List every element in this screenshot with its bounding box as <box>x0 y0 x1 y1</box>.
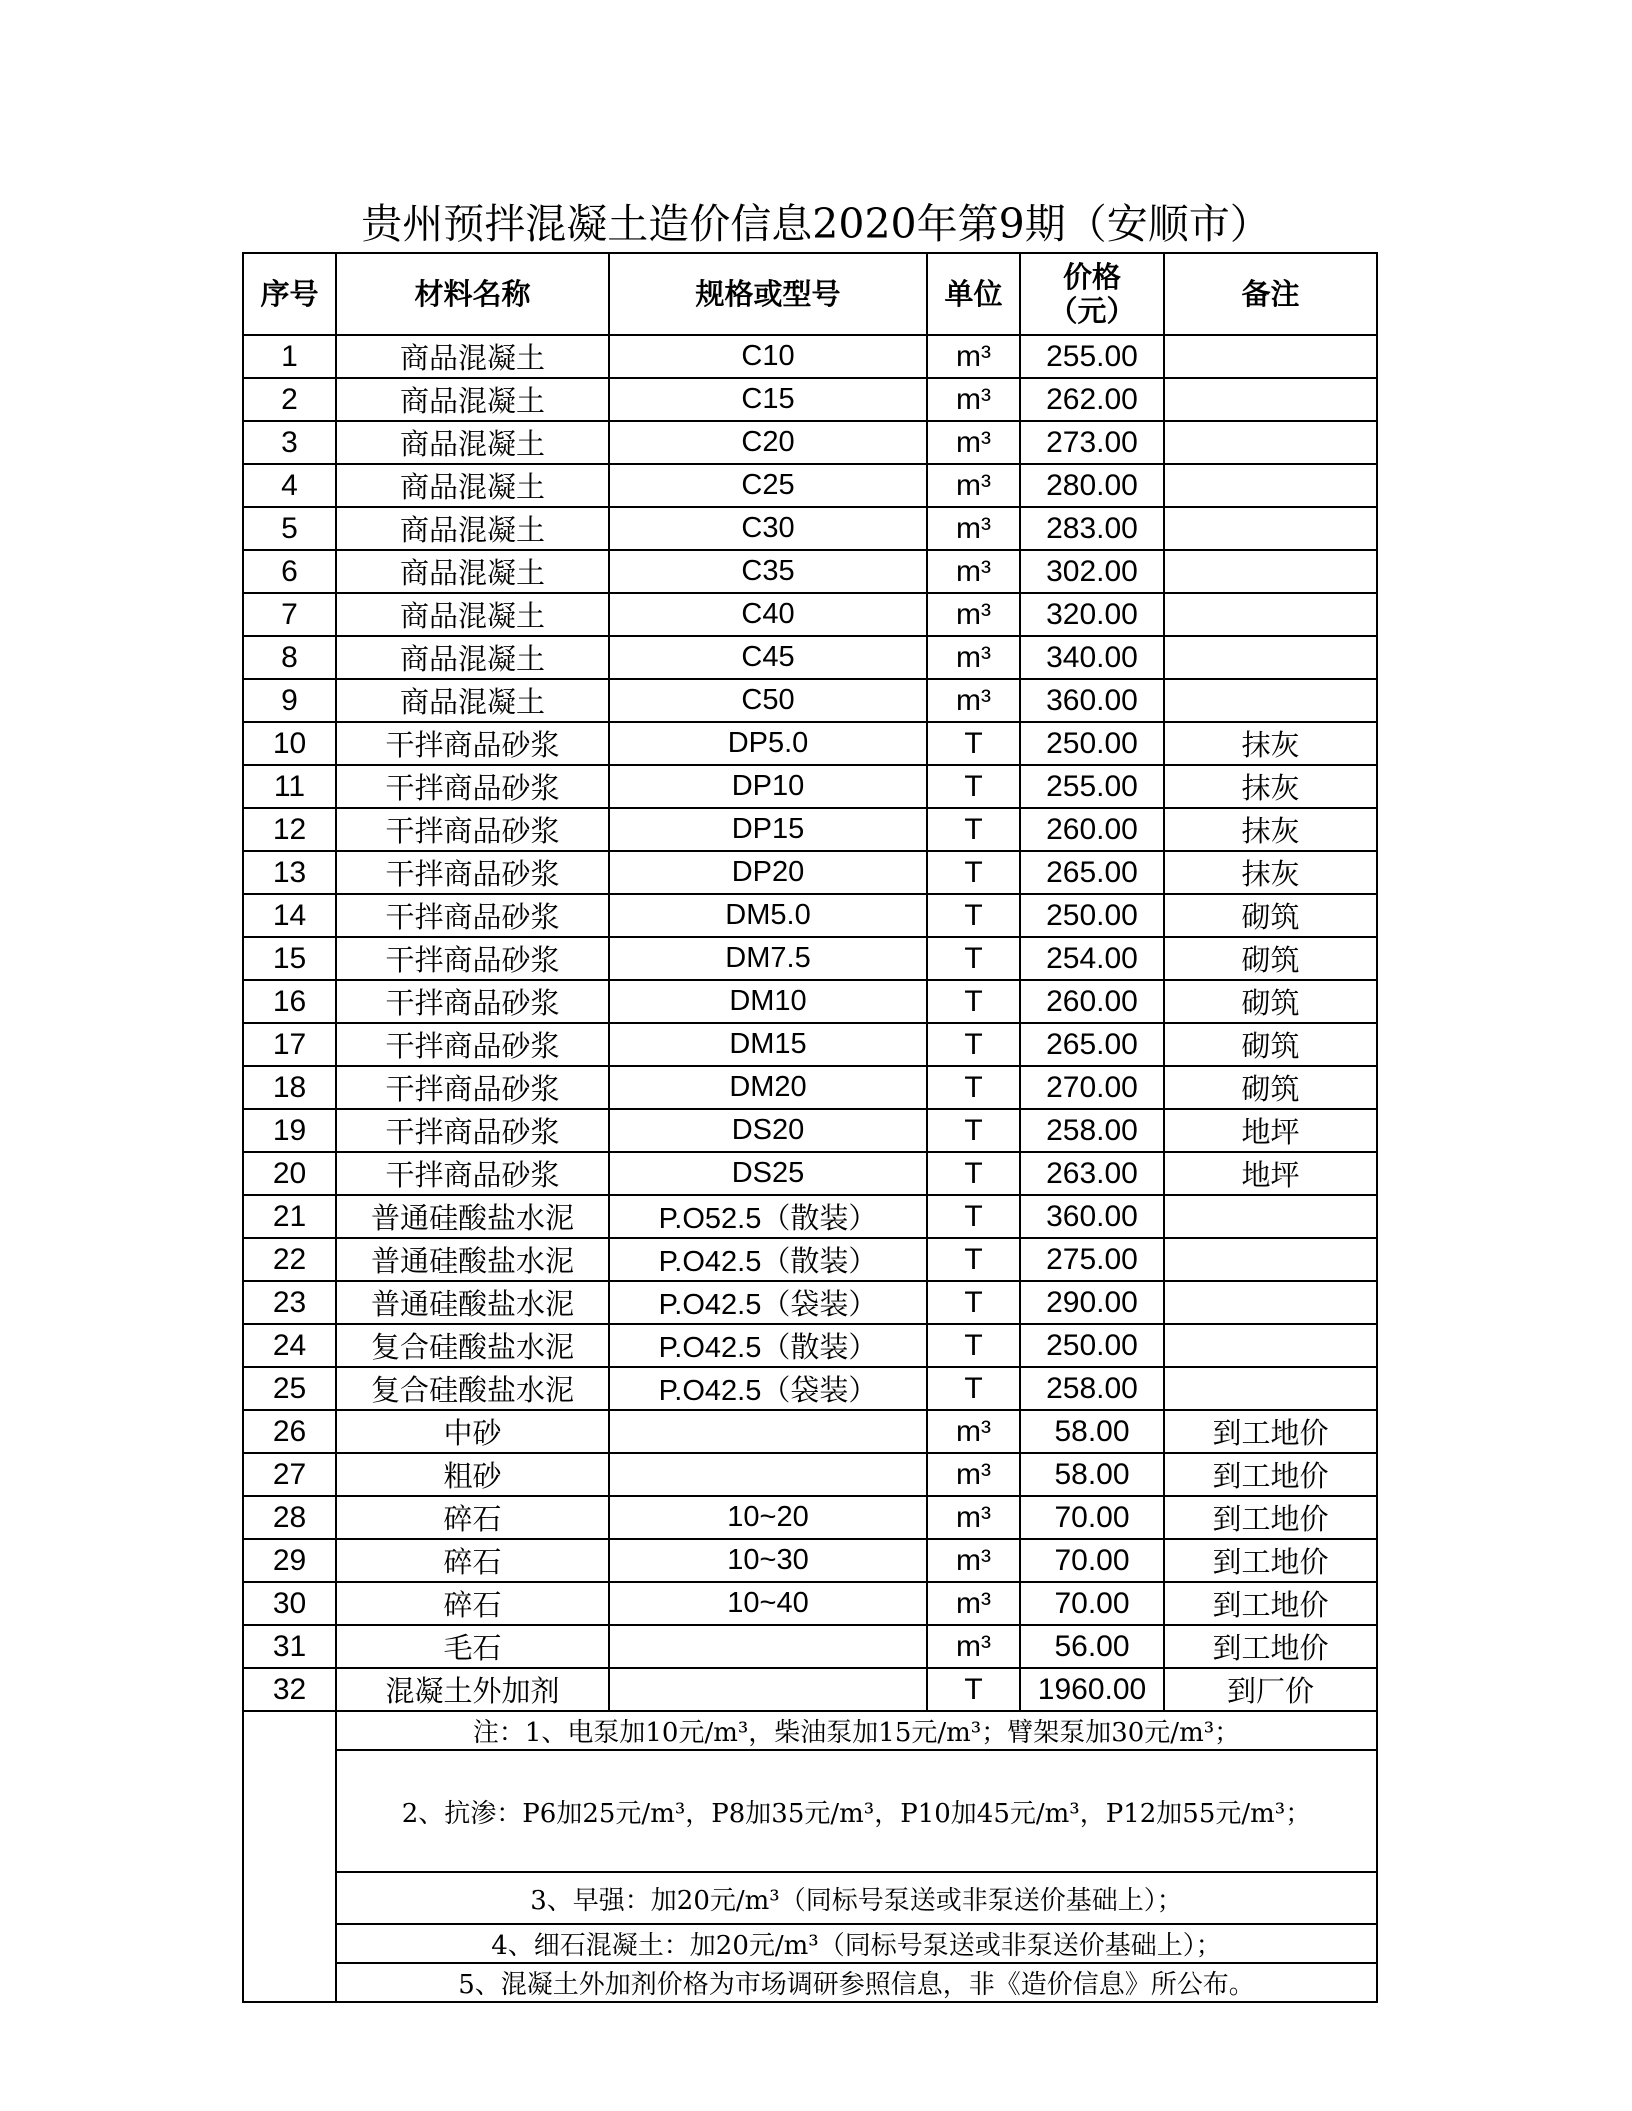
cell-spec <box>609 1625 927 1668</box>
cell-remark <box>1164 1324 1377 1367</box>
cell-price: 258.00 <box>1020 1367 1164 1410</box>
notes-section <box>243 1711 1377 2002</box>
cell-unit: T <box>927 851 1020 894</box>
cell-spec <box>609 1453 927 1496</box>
cell-remark: 到工地价 <box>1164 1496 1377 1539</box>
cell-unit: m³ <box>927 335 1020 378</box>
table-row <box>243 1453 1377 1496</box>
table-row <box>243 1066 1377 1109</box>
cell-unit: m³ <box>927 1539 1020 1582</box>
cell-price: 320.00 <box>1020 593 1164 636</box>
cell-seq: 14 <box>243 894 336 937</box>
cell-seq: 31 <box>243 1625 336 1668</box>
cell-seq: 2 <box>243 378 336 421</box>
table-row <box>243 722 1377 765</box>
cell-remark: 到工地价 <box>1164 1539 1377 1582</box>
table-row <box>243 1152 1377 1195</box>
cell-spec: DM5.0 <box>609 894 927 937</box>
note-row <box>243 1872 1377 1924</box>
cell-unit: T <box>927 894 1020 937</box>
cell-seq: 27 <box>243 1453 336 1496</box>
cell-material-name: 干拌商品砂浆 <box>336 980 609 1023</box>
cell-material-name: 碎石 <box>336 1496 609 1539</box>
cell-spec: P.O52.5（散装） <box>609 1195 927 1238</box>
cell-unit: m³ <box>927 636 1020 679</box>
cell-spec: C35 <box>609 550 927 593</box>
table-row <box>243 550 1377 593</box>
cell-seq: 1 <box>243 335 336 378</box>
cell-unit: T <box>927 722 1020 765</box>
cell-seq: 18 <box>243 1066 336 1109</box>
cell-seq: 17 <box>243 1023 336 1066</box>
cell-price: 1960.00 <box>1020 1668 1164 1711</box>
cell-seq: 4 <box>243 464 336 507</box>
cell-unit: T <box>927 1109 1020 1152</box>
note-5: 5、混凝土外加剂价格为市场调研参照信息，非《造价信息》所公布。 <box>336 1963 1377 2002</box>
cell-price: 302.00 <box>1020 550 1164 593</box>
cell-material-name: 商品混凝土 <box>336 679 609 722</box>
cell-unit: m³ <box>927 1496 1020 1539</box>
table-row <box>243 980 1377 1023</box>
cell-unit: T <box>927 1281 1020 1324</box>
cell-seq: 19 <box>243 1109 336 1152</box>
cell-material-name: 商品混凝土 <box>336 464 609 507</box>
cell-price: 250.00 <box>1020 1324 1164 1367</box>
cell-material-name: 干拌商品砂浆 <box>336 894 609 937</box>
cell-unit: T <box>927 1238 1020 1281</box>
cell-remark <box>1164 1281 1377 1324</box>
cell-price: 258.00 <box>1020 1109 1164 1152</box>
table-row <box>243 1109 1377 1152</box>
cell-material-name: 干拌商品砂浆 <box>336 1066 609 1109</box>
cell-remark: 抹灰 <box>1164 851 1377 894</box>
table-row <box>243 679 1377 722</box>
table-row <box>243 507 1377 550</box>
cell-seq: 7 <box>243 593 336 636</box>
cell-seq: 6 <box>243 550 336 593</box>
header-name: 材料名称 <box>336 253 609 335</box>
table-row <box>243 937 1377 980</box>
cell-price: 263.00 <box>1020 1152 1164 1195</box>
cell-seq: 8 <box>243 636 336 679</box>
table-row <box>243 765 1377 808</box>
cell-price: 275.00 <box>1020 1238 1164 1281</box>
cell-seq: 9 <box>243 679 336 722</box>
cell-material-name: 商品混凝土 <box>336 636 609 679</box>
cell-seq: 16 <box>243 980 336 1023</box>
table-row <box>243 1023 1377 1066</box>
cell-spec <box>609 1668 927 1711</box>
cell-material-name: 商品混凝土 <box>336 550 609 593</box>
cell-price: 58.00 <box>1020 1453 1164 1496</box>
cell-remark: 抹灰 <box>1164 722 1377 765</box>
note-row <box>243 1750 1377 1872</box>
cell-spec: DP10 <box>609 765 927 808</box>
table-row <box>243 1539 1377 1582</box>
cell-price: 260.00 <box>1020 980 1164 1023</box>
table-row <box>243 378 1377 421</box>
cell-spec: 10~40 <box>609 1582 927 1625</box>
cell-spec: C25 <box>609 464 927 507</box>
header-spec: 规格或型号 <box>609 253 927 335</box>
cell-seq: 20 <box>243 1152 336 1195</box>
note-2: 2、抗渗：P6加25元/m³，P8加35元/m³，P10加45元/m³，P12加55元/m³； <box>336 1750 1377 1872</box>
cell-remark <box>1164 550 1377 593</box>
cell-seq: 11 <box>243 765 336 808</box>
cell-spec: P.O42.5（袋装） <box>609 1367 927 1410</box>
cell-seq: 5 <box>243 507 336 550</box>
cell-price: 290.00 <box>1020 1281 1164 1324</box>
cell-price: 70.00 <box>1020 1539 1164 1582</box>
cell-unit: m³ <box>927 1410 1020 1453</box>
cell-spec: 10~30 <box>609 1539 927 1582</box>
cell-unit: T <box>927 1367 1020 1410</box>
cell-unit: m³ <box>927 421 1020 464</box>
cell-remark: 砌筑 <box>1164 1066 1377 1109</box>
cell-remark: 到工地价 <box>1164 1582 1377 1625</box>
cell-price: 250.00 <box>1020 894 1164 937</box>
cell-spec: DP20 <box>609 851 927 894</box>
cell-seq: 22 <box>243 1238 336 1281</box>
cell-remark: 砌筑 <box>1164 1023 1377 1066</box>
table-row <box>243 1324 1377 1367</box>
table-body <box>243 335 1377 1711</box>
cell-material-name: 商品混凝土 <box>336 593 609 636</box>
cell-price: 360.00 <box>1020 679 1164 722</box>
cell-unit: m³ <box>927 507 1020 550</box>
cell-price: 70.00 <box>1020 1582 1164 1625</box>
cell-remark <box>1164 421 1377 464</box>
cell-price: 250.00 <box>1020 722 1164 765</box>
cell-price: 273.00 <box>1020 421 1164 464</box>
cell-price: 360.00 <box>1020 1195 1164 1238</box>
cell-material-name: 普通硅酸盐水泥 <box>336 1238 609 1281</box>
cell-unit: m³ <box>927 1582 1020 1625</box>
cell-price: 255.00 <box>1020 335 1164 378</box>
cell-material-name: 干拌商品砂浆 <box>336 1109 609 1152</box>
table-row <box>243 593 1377 636</box>
cell-seq: 32 <box>243 1668 336 1711</box>
cell-remark: 砌筑 <box>1164 937 1377 980</box>
cell-remark: 地坪 <box>1164 1152 1377 1195</box>
cell-spec: C10 <box>609 335 927 378</box>
cell-material-name: 复合硅酸盐水泥 <box>336 1324 609 1367</box>
cell-material-name: 粗砂 <box>336 1453 609 1496</box>
table-header-row <box>243 253 1377 335</box>
cell-material-name: 商品混凝土 <box>336 421 609 464</box>
cell-spec: DM15 <box>609 1023 927 1066</box>
cell-seq: 24 <box>243 1324 336 1367</box>
note-row <box>243 1924 1377 1963</box>
cell-material-name: 普通硅酸盐水泥 <box>336 1281 609 1324</box>
cell-remark: 砌筑 <box>1164 894 1377 937</box>
cell-unit: m³ <box>927 550 1020 593</box>
cell-spec <box>609 1410 927 1453</box>
notes-left-blank <box>243 1711 336 2002</box>
cell-material-name: 商品混凝土 <box>336 507 609 550</box>
cell-price: 56.00 <box>1020 1625 1164 1668</box>
cell-spec: C50 <box>609 679 927 722</box>
cell-remark: 地坪 <box>1164 1109 1377 1152</box>
header-remark: 备注 <box>1164 253 1377 335</box>
cell-remark: 到工地价 <box>1164 1410 1377 1453</box>
cell-spec: DS25 <box>609 1152 927 1195</box>
cell-remark <box>1164 1195 1377 1238</box>
cell-unit: T <box>927 1023 1020 1066</box>
cell-remark: 抹灰 <box>1164 808 1377 851</box>
cell-material-name: 干拌商品砂浆 <box>336 765 609 808</box>
header-price-line1: 价格 <box>1062 260 1121 294</box>
table-row <box>243 636 1377 679</box>
cell-price: 254.00 <box>1020 937 1164 980</box>
cell-seq: 10 <box>243 722 336 765</box>
cell-seq: 15 <box>243 937 336 980</box>
cell-seq: 21 <box>243 1195 336 1238</box>
cell-seq: 23 <box>243 1281 336 1324</box>
note-1: 注：1、电泵加10元/m³，柴油泵加15元/m³；臂架泵加30元/m³； <box>336 1711 1377 1750</box>
cell-seq: 26 <box>243 1410 336 1453</box>
cell-spec: P.O42.5（散装） <box>609 1238 927 1281</box>
cell-price: 70.00 <box>1020 1496 1164 1539</box>
cell-unit: T <box>927 1195 1020 1238</box>
table-row <box>243 1496 1377 1539</box>
table-row <box>243 1668 1377 1711</box>
table-row <box>243 335 1377 378</box>
note-3: 3、早强：加20元/m³（同标号泵送或非泵送价基础上）； <box>336 1872 1377 1924</box>
cell-remark <box>1164 1238 1377 1281</box>
cell-seq: 29 <box>243 1539 336 1582</box>
cell-remark <box>1164 378 1377 421</box>
cell-material-name: 商品混凝土 <box>336 378 609 421</box>
table-row <box>243 1582 1377 1625</box>
cell-remark <box>1164 335 1377 378</box>
cell-spec: DM7.5 <box>609 937 927 980</box>
note-row <box>243 1711 1377 1750</box>
cell-spec: DS20 <box>609 1109 927 1152</box>
cell-seq: 12 <box>243 808 336 851</box>
table-row <box>243 1625 1377 1668</box>
cell-remark <box>1164 593 1377 636</box>
table-row <box>243 464 1377 507</box>
table-row <box>243 421 1377 464</box>
cell-unit: m³ <box>927 1625 1020 1668</box>
cell-spec: C45 <box>609 636 927 679</box>
cell-unit: m³ <box>927 679 1020 722</box>
cell-spec: 10~20 <box>609 1496 927 1539</box>
cell-unit: T <box>927 1324 1020 1367</box>
cell-unit: T <box>927 1668 1020 1711</box>
cell-remark: 到工地价 <box>1164 1453 1377 1496</box>
table-row <box>243 1367 1377 1410</box>
table-row <box>243 894 1377 937</box>
cell-material-name: 干拌商品砂浆 <box>336 722 609 765</box>
cell-spec: C15 <box>609 378 927 421</box>
cell-spec: C30 <box>609 507 927 550</box>
cell-material-name: 普通硅酸盐水泥 <box>336 1195 609 1238</box>
cell-material-name: 中砂 <box>336 1410 609 1453</box>
cell-remark <box>1164 679 1377 722</box>
cell-unit: T <box>927 937 1020 980</box>
cell-remark <box>1164 636 1377 679</box>
cell-seq: 13 <box>243 851 336 894</box>
cell-spec: C40 <box>609 593 927 636</box>
cell-remark <box>1164 464 1377 507</box>
table-row <box>243 808 1377 851</box>
cell-unit: T <box>927 765 1020 808</box>
cell-unit: m³ <box>927 464 1020 507</box>
note-row <box>243 1963 1377 2002</box>
cell-seq: 28 <box>243 1496 336 1539</box>
cell-unit: T <box>927 1152 1020 1195</box>
cell-price: 340.00 <box>1020 636 1164 679</box>
cell-price: 270.00 <box>1020 1066 1164 1109</box>
cell-unit: T <box>927 1066 1020 1109</box>
table-row <box>243 1195 1377 1238</box>
cell-spec: P.O42.5（袋装） <box>609 1281 927 1324</box>
price-table <box>242 252 1378 2003</box>
table-row <box>243 1410 1377 1453</box>
table-row <box>243 851 1377 894</box>
cell-remark: 到厂价 <box>1164 1668 1377 1711</box>
cell-material-name: 混凝土外加剂 <box>336 1668 609 1711</box>
cell-seq: 25 <box>243 1367 336 1410</box>
cell-material-name: 干拌商品砂浆 <box>336 851 609 894</box>
cell-price: 280.00 <box>1020 464 1164 507</box>
cell-material-name: 商品混凝土 <box>336 335 609 378</box>
cell-material-name: 干拌商品砂浆 <box>336 808 609 851</box>
cell-material-name: 碎石 <box>336 1582 609 1625</box>
cell-spec: DM10 <box>609 980 927 1023</box>
cell-spec: C20 <box>609 421 927 464</box>
page-title: 贵州预拌混凝土造价信息2020年第9期（安顺市） <box>361 200 1271 248</box>
cell-material-name: 碎石 <box>336 1539 609 1582</box>
cell-unit: m³ <box>927 593 1020 636</box>
header-seq: 序号 <box>243 253 336 335</box>
table-row <box>243 1281 1377 1324</box>
cell-price: 283.00 <box>1020 507 1164 550</box>
cell-remark <box>1164 1367 1377 1410</box>
cell-seq: 30 <box>243 1582 336 1625</box>
cell-remark: 砌筑 <box>1164 980 1377 1023</box>
cell-remark <box>1164 507 1377 550</box>
note-4: 4、细石混凝土：加20元/m³（同标号泵送或非泵送价基础上）； <box>336 1924 1377 1963</box>
cell-unit: T <box>927 808 1020 851</box>
cell-material-name: 干拌商品砂浆 <box>336 1152 609 1195</box>
cell-spec: DM20 <box>609 1066 927 1109</box>
table-row <box>243 1238 1377 1281</box>
cell-price: 58.00 <box>1020 1410 1164 1453</box>
cell-unit: T <box>927 980 1020 1023</box>
cell-price: 265.00 <box>1020 1023 1164 1066</box>
cell-material-name: 干拌商品砂浆 <box>336 937 609 980</box>
cell-spec: P.O42.5（散装） <box>609 1324 927 1367</box>
cell-spec: DP15 <box>609 808 927 851</box>
header-price-line2: （元） <box>1048 294 1136 328</box>
cell-price: 262.00 <box>1020 378 1164 421</box>
cell-material-name: 毛石 <box>336 1625 609 1668</box>
header-price <box>1020 253 1164 335</box>
cell-material-name: 干拌商品砂浆 <box>336 1023 609 1066</box>
cell-seq: 3 <box>243 421 336 464</box>
cell-spec: DP5.0 <box>609 722 927 765</box>
header-unit: 单位 <box>927 253 1020 335</box>
cell-price: 255.00 <box>1020 765 1164 808</box>
cell-price: 265.00 <box>1020 851 1164 894</box>
cell-material-name: 复合硅酸盐水泥 <box>336 1367 609 1410</box>
cell-remark: 抹灰 <box>1164 765 1377 808</box>
cell-unit: m³ <box>927 378 1020 421</box>
cell-price: 260.00 <box>1020 808 1164 851</box>
cell-remark: 到工地价 <box>1164 1625 1377 1668</box>
cell-unit: m³ <box>927 1453 1020 1496</box>
